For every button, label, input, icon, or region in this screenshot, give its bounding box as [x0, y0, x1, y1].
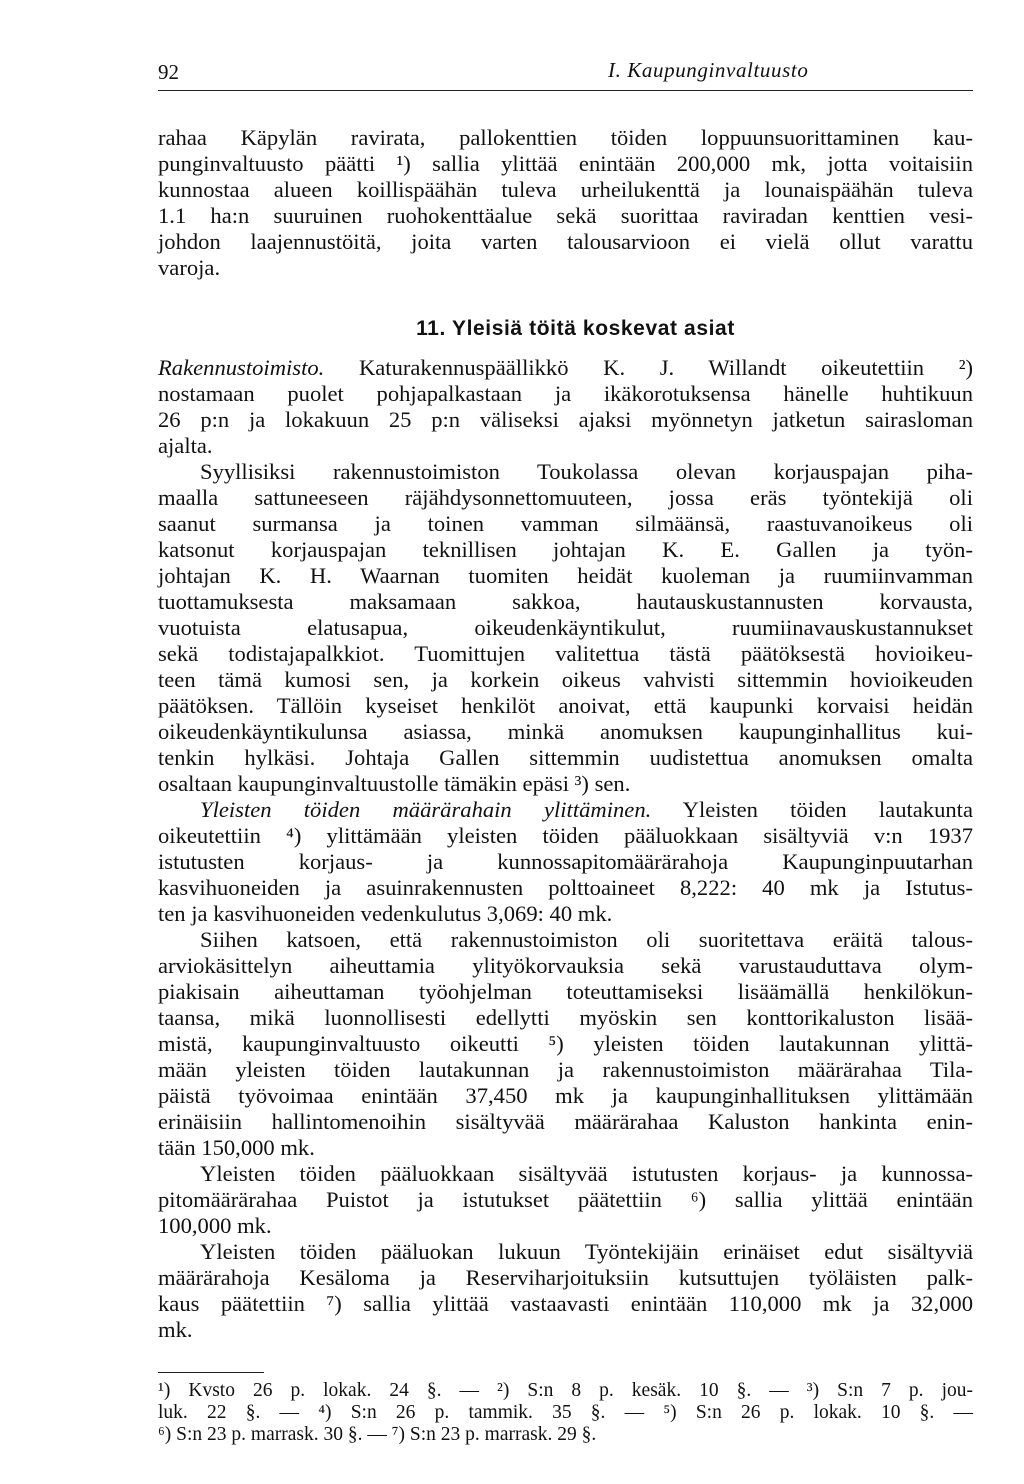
body-line: kunnostaa alueen koillispäähän tuleva urheilukenttä ja lounaispäähän tuleva [158, 177, 973, 202]
run-in-heading: Rakennustoimisto. [158, 355, 325, 380]
page-number: 92 [158, 60, 179, 84]
footnote-line: luk. 22 §. — ⁴) S:n 26 p. tammik. 35 §. — ⁵) S:n 26 p. lokak. 10 §. — [158, 1402, 973, 1423]
footnote-line: ⁶) S:n 23 p. marrask. 30 §. — ⁷) S:n 23 p. marrask. 29 §. [158, 1424, 597, 1445]
body-line: 1.1 ha:n suuruinen ruohokenttäalue sekä suorittaa raviradan kenttien vesi- [158, 203, 973, 228]
body-line: maalla sattuneeseen räjähdysonnettomuuteen, jossa eräs työntekijä oli [158, 485, 973, 510]
body-line: 100,000 mk. [158, 1213, 272, 1238]
body-line: Syyllisiksi rakennustoimiston Toukolassa olevan korjauspajan piha- [200, 459, 973, 484]
body-line: istutusten korjaus- ja kunnossapitomäärärahoja Kaupunginpuutarhan [158, 849, 973, 874]
body-line: pitomäärärahaa Puistot ja istutukset päätettiin ⁶) sallia ylittää enintään [158, 1187, 973, 1212]
footnote-line: ¹) Kvsto 26 p. lokak. 24 §. — ²) S:n 8 p. kesäk. 10 §. — ³) S:n 7 p. jou- [158, 1380, 973, 1401]
running-title: I. Kaupunginvaltuusto [608, 58, 809, 82]
body-line: tenkin hylkäsi. Johtaja Gallen sittemmin uudistettua anomuksen omalta [158, 745, 973, 770]
body-line: tuottamuksesta maksamaan sakkoa, hautauskustannusten korvausta, [158, 589, 973, 614]
section-title: Yleisiä töitä koskevat asiat [451, 317, 735, 340]
section-heading [158, 316, 973, 342]
body-line: nostamaan puolet pohjapalkastaan ja ikäkorotuksensa hänelle huhtikuun [158, 381, 973, 406]
body-line: rahaa Käpylän ravirata, pallokenttien töiden loppuunsuorittaminen kau- [158, 125, 973, 150]
body-line: teen tämä kumosi sen, ja korkein oikeus vahvisti sittemmin hovioikeuden [158, 667, 973, 692]
body-line: sekä todistajapalkkiot. Tuomittujen valitettua tästä päätöksestä hovioikeu- [158, 641, 973, 666]
body-line: varoja. [158, 255, 221, 280]
body-line: Siihen katsoen, että rakennustoimiston oli suoritettava eräitä talous- [200, 927, 973, 952]
body-line-with-run-in-heading [158, 355, 973, 381]
body-line-text: Yleisten töiden lautakunta [682, 797, 973, 822]
body-line: johtajan K. H. Waarnan tuomiten heidät kuoleman ja ruumiinvamman [158, 563, 973, 588]
body-line: erinäisiin hallintomenoihin sisältyvää määrärahaa Kaluston hankinta enin- [158, 1109, 973, 1134]
body-line: Yleisten töiden pääluokan lukuun Työntekijäin erinäiset edut sisältyviä [200, 1239, 973, 1264]
page-header [158, 58, 973, 91]
run-in-heading: Yleisten töiden määrärahain ylittäminen. [200, 797, 652, 822]
body-line: katsonut korjauspajan teknillisen johtajan K. E. Gallen ja työn- [158, 537, 973, 562]
body-line: vuotuista elatusapua, oikeudenkäyntikulut, ruumiinavauskustannukset [158, 615, 973, 640]
body-line-text: Katurakennuspäällikkö K. J. Willandt oikeutettiin ²) [358, 355, 973, 380]
body-line: tään 150,000 mk. [158, 1135, 315, 1160]
body-line: ajalta. [158, 433, 213, 458]
body-line-with-run-in-heading [200, 797, 973, 823]
body-line: mistä, kaupunginvaltuusto oikeutti ⁵) yleisten töiden lautakunnan ylittä- [158, 1031, 973, 1056]
section-number: 11. [416, 317, 446, 340]
body-line: oikeutettiin ⁴) ylittämään yleisten töiden pääluokkaan sisältyviä v:n 1937 [158, 823, 973, 848]
body-line: päistä työvoimaa enintään 37,450 mk ja kaupunginhallituksen ylittämään [158, 1083, 973, 1108]
body-line: saanut surmansa ja toinen vamman silmäänsä, raastuvanoikeus oli [158, 511, 973, 536]
footnote-divider [158, 1372, 264, 1373]
body-line: kaus päätettiin ⁷) sallia ylittää vastaavasti enintään 110,000 mk ja 32,000 [158, 1291, 973, 1316]
body-line: ten ja kasvihuoneiden vedenkulutus 3,069: 40 mk. [158, 901, 613, 926]
body-line: määrärahoja Kesäloma ja Reserviharjoituksiin kutsuttujen työläisten palk- [158, 1265, 973, 1290]
body-line: arviokäsittelyn aiheuttamia ylityökorvauksia sekä varustauduttava olym- [158, 953, 973, 978]
body-line: mään yleisten töiden lautakunnan ja rakennustoimiston määrärahaa Tila- [158, 1057, 973, 1082]
body-line: 26 p:n ja lokakuun 25 p:n väliseksi ajaksi myönnetyn jatketun sairasloman [158, 407, 973, 432]
body-line: oikeudenkäyntikulunsa asiassa, minkä anomuksen kaupunginhallitus kui- [158, 719, 973, 744]
body-line: osaltaan kaupunginvaltuustolle tämäkin epäsi ³) sen. [158, 771, 631, 796]
body-line: kasvihuoneiden ja asuinrakennusten polttoaineet 8,222: 40 mk ja Istutus- [158, 875, 973, 900]
body-line: mk. [158, 1317, 193, 1342]
body-line: Yleisten töiden pääluokkaan sisältyvää istutusten korjaus- ja kunnossa- [200, 1161, 973, 1186]
body-line: punginvaltuusto päätti ¹) sallia ylittää enintään 200,000 mk, jotta voitaisiin [158, 151, 973, 176]
body-line: johdon laajennustöitä, joita varten talousarvioon ei vielä ollut varattu [158, 229, 973, 254]
body-line: päätöksen. Tällöin kyseiset henkilöt anoivat, että kaupunki korvaisi heidän [158, 693, 973, 718]
body-line: piakisain aiheuttaman työohjelman toteuttamiseksi lisäämällä henkilökun- [158, 979, 973, 1004]
body-line: taansa, mikä luonnollisesti edellytti myöskin sen konttorikaluston lisää- [158, 1005, 973, 1030]
